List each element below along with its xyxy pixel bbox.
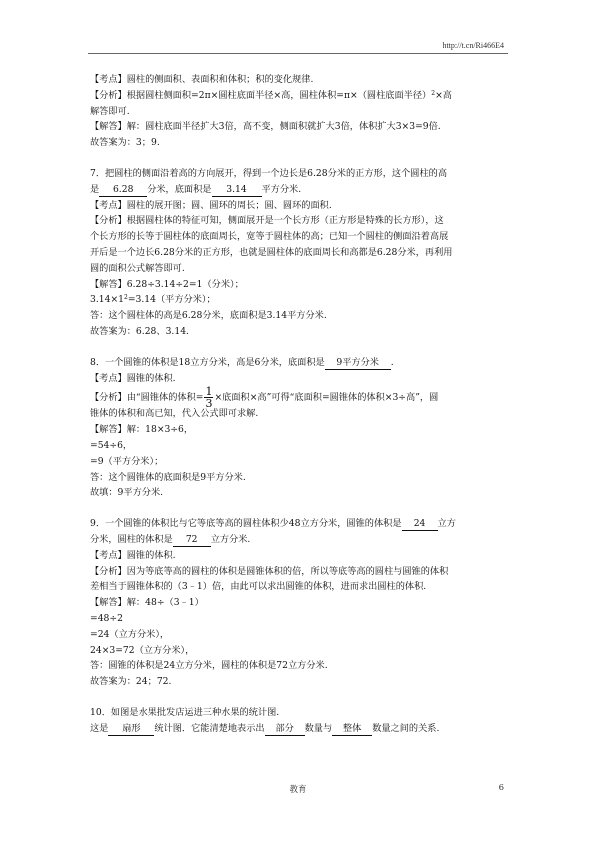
q7-jieda-line2 xyxy=(90,292,510,308)
q6-fenxi-text-b: ×高 xyxy=(435,89,452,101)
q9-stem-text-c: 分米，圆柱的体积是 xyxy=(90,533,173,545)
q10-blank-part: 部分 xyxy=(265,723,305,736)
fraction-denominator: 3 xyxy=(205,397,213,411)
q9-stem-text-b: 立方 xyxy=(437,518,456,530)
q8-fenxi-text: 【分析】由“圆锥体的体积= xyxy=(90,392,204,404)
q7-stem-line2 xyxy=(90,182,510,198)
q6-fenxi-exponent: 2 xyxy=(431,89,436,97)
q7-stem-text-c: 平方分米. xyxy=(261,183,302,195)
q9-blank-cylinder: 72 xyxy=(173,534,211,547)
header-url: http://t.cn/Ri466E4 xyxy=(442,41,504,50)
q8-jieda-line4: 答：这个圆锥体的底面积是9平方分米. xyxy=(90,471,246,483)
q6-answer: 故答案为：3；9. xyxy=(90,137,160,149)
q7-jieda-text-b: =3.14（平方分米）； xyxy=(127,294,216,306)
q9-fenxi-line1: 【分析】因为等底等高的圆柱的体积是圆锥体积的倍，所以等底等高的圆柱与圆锥的体积 xyxy=(90,565,449,577)
q6-jieda: 【解答】解：圆柱底面半径扩大3倍，高不变，侧面积就扩大3倍，体积扩大3×3=9倍. xyxy=(90,121,441,133)
q7-fenxi-line3: 开后是一个边长6.28分米的正方形，也就是圆柱体的底面周长和高都是6.28分米，再利用 xyxy=(90,246,453,258)
q10-stem-text-d: 数量之间的关系. xyxy=(372,722,440,734)
q9-blank-cone: 24 xyxy=(402,518,438,531)
q8-blank-area: 9平方分米 xyxy=(325,357,391,370)
q8-jieda-line2: =54÷6， xyxy=(90,439,133,451)
q10-stem-text-b: 统计图．它能清楚地表示出 xyxy=(154,722,265,734)
q8-fenxi-line1 xyxy=(90,385,510,411)
q8-jieda-line3: =9（平方分米）； xyxy=(90,455,164,467)
q6-fenxi-text: 【分析】根据圆柱侧面积=2π×圆柱底面半径×高，圆柱体积=π×（圆柱底面半径） xyxy=(90,89,432,101)
q10-stem-text-c: 数量与 xyxy=(304,722,333,734)
fraction-numerator: 1 xyxy=(205,385,213,399)
q7-fenxi-line4: 圆的面积公式解答即可. xyxy=(90,262,185,274)
q9-fenxi-line2: 差相当于圆锥体积的（3﹣1）倍，由此可以求出圆锥的体积，进而求出圆柱的体积. xyxy=(90,581,427,593)
q7-jieda-exponent: 2 xyxy=(124,294,128,302)
q7-fenxi-line1: 【分析】根据圆柱体的特征可知，侧面展开是一个长方形（正方形是特殊的长方形），这 xyxy=(90,215,444,227)
q6-fenxi-line1 xyxy=(90,88,510,104)
q6-fenxi-line2: 解答即可. xyxy=(90,105,130,117)
header-divider xyxy=(88,53,508,54)
q7-blank-height: 6.28 xyxy=(99,184,147,197)
q9-jieda-line2: =48÷2 xyxy=(90,612,123,624)
q8-kaodian: 【考点】圆锥的体积. xyxy=(90,372,176,384)
page-content xyxy=(90,72,510,736)
q10-stem-line2 xyxy=(90,721,510,737)
page-number: 6 xyxy=(498,783,504,793)
q9-stem-line2 xyxy=(90,532,510,548)
q10-blank-type: 扇形 xyxy=(108,723,154,736)
q9-kaodian: 【考点】圆锥的体积. xyxy=(90,549,176,561)
q7-jieda-line3: 答：这个圆柱体的高是6.28分米，底面积是3.14平方分米. xyxy=(90,310,327,322)
q8-stem-text: 8．一个圆锥的体积是18立方分米，高是6分米，底面积是 xyxy=(90,356,325,368)
q9-jieda-line4: 24×3=72（立方分米）， xyxy=(90,644,195,656)
q8-fenxi-line2: 锥体的体积和高已知，代入公式即可求解. xyxy=(90,408,259,420)
q9-stem-line1 xyxy=(90,516,510,532)
q7-blank-area: 3.14 xyxy=(212,184,262,197)
q8-stem xyxy=(90,355,510,371)
q7-stem-text: 是 xyxy=(90,183,100,195)
q10-blank-whole: 整体 xyxy=(332,723,372,736)
q7-answer: 故答案为：6.28、3.14. xyxy=(90,325,189,337)
q9-stem-text-d: 立方分米. xyxy=(210,533,251,545)
q8-fenxi-text-b: ×底面积×高”可得“底面积=圆锥体的体积×3÷高”，圆 xyxy=(214,392,439,404)
q7-stem-line1: 7．把圆柱的侧面沿着高的方向展开，得到一个边长是6.28分米的正方形，这个圆柱的高 xyxy=(90,167,448,179)
q9-jieda-line5: 答：圆锥的体积是24立方分米，圆柱的体积是72立方分米. xyxy=(90,660,328,672)
q10-stem-line1: 10．如图是水果批发店运进三种水果的统计图. xyxy=(90,706,280,718)
q7-kaodian: 【考点】圆柱的展开图；圆、圆环的周长；圆、圆环的面积. xyxy=(90,199,332,211)
q6-kaodian: 【考点】圆柱的侧面积、表面积和体积；积的变化规律. xyxy=(90,74,314,85)
q9-stem-text: 9．一个圆锥的体积比与它等底等高的圆柱体积少48立方分米，圆锥的体积是 xyxy=(90,518,402,530)
q9-jieda-line1: 【解答】解：48÷（3﹣1） xyxy=(90,597,204,609)
q7-fenxi-line2: 个长方形的长等于圆柱体的底面周长，宽等于圆柱体的高；已知一个圆柱的侧面沿着高展 xyxy=(90,231,449,243)
q8-jieda-line1: 【解答】解：18×3÷6， xyxy=(90,424,194,436)
q8-answer: 故填：9平方分米. xyxy=(90,487,164,499)
q7-jieda-text: 3.14×1 xyxy=(90,294,125,306)
q7-stem-text-b: 分米，底面积是 xyxy=(147,183,212,195)
q9-jieda-line3: =24（立方分米）， xyxy=(90,628,170,640)
q10-stem-text: 这是 xyxy=(90,722,109,734)
q9-answer: 故答案为：24；72. xyxy=(90,676,172,688)
q7-jieda-line1: 【解答】6.28÷3.14÷2=1（分米）； xyxy=(90,278,244,290)
footer-label: 教育 xyxy=(289,785,307,795)
q8-stem-end: . xyxy=(390,356,394,368)
